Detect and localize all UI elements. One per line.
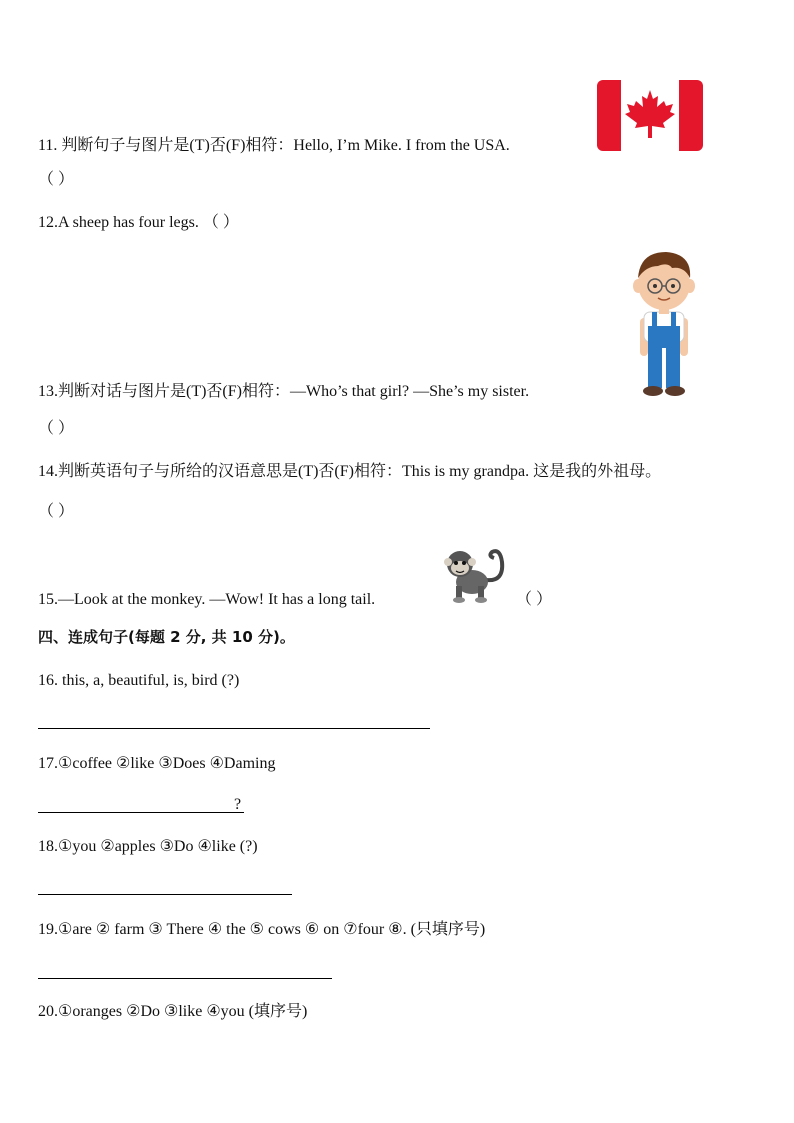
question-14-text: 14.判断英语句子与所给的汉语意思是(T)否(F)相符：This is my grandpa. 这是我的外祖母。 xyxy=(38,463,662,480)
question-19-text: 19.①are ② farm ③ There ④ the ⑤ cows ⑥ on ⑦four ⑧. (只填序号) xyxy=(38,921,486,938)
question-14-answer-parentheses[interactable]: （ ） xyxy=(38,503,75,520)
question-16-text: 16. this, a, beautiful, is, bird (?) xyxy=(38,672,240,689)
monkey-cartoon-icon xyxy=(442,542,508,611)
question-19-answer-line[interactable] xyxy=(38,978,332,979)
question-17-question-mark: ? xyxy=(234,796,242,813)
question-13-text: 13.判断对话与图片是(T)否(F)相符：—Who’s that girl? —She’s my sister. xyxy=(38,383,530,400)
canada-flag-icon xyxy=(597,80,703,156)
section-4-title: 四、连成句子(每题 2 分, 共 10 分)。 xyxy=(38,628,295,646)
question-11-answer-parentheses[interactable]: （ ） xyxy=(38,171,75,188)
question-17-answer-line[interactable] xyxy=(38,812,244,813)
question-18-text: 18.①you ②apples ③Do ④like (?) xyxy=(38,838,258,855)
question-18-answer-line[interactable] xyxy=(38,894,292,895)
question-13-answer-parentheses[interactable]: （ ） xyxy=(38,420,75,437)
question-15-text: 15.—Look at the monkey. —Wow! It has a long tail. xyxy=(38,591,376,608)
question-11-text: 11. 判断句子与图片是(T)否(F)相符：Hello, I’m Mike. I from the USA. xyxy=(38,137,510,154)
boy-cartoon-icon xyxy=(628,248,700,403)
question-12-text: 12.A sheep has four legs. （ ） xyxy=(38,214,239,231)
question-17-text: 17.①coffee ②like ③Does ④Daming xyxy=(38,755,276,772)
question-15-answer-parentheses[interactable]: （ ） xyxy=(516,591,553,608)
question-16-answer-line[interactable] xyxy=(38,728,430,729)
question-20-text: 20.①oranges ②Do ③like ④you (填序号) xyxy=(38,1003,308,1020)
